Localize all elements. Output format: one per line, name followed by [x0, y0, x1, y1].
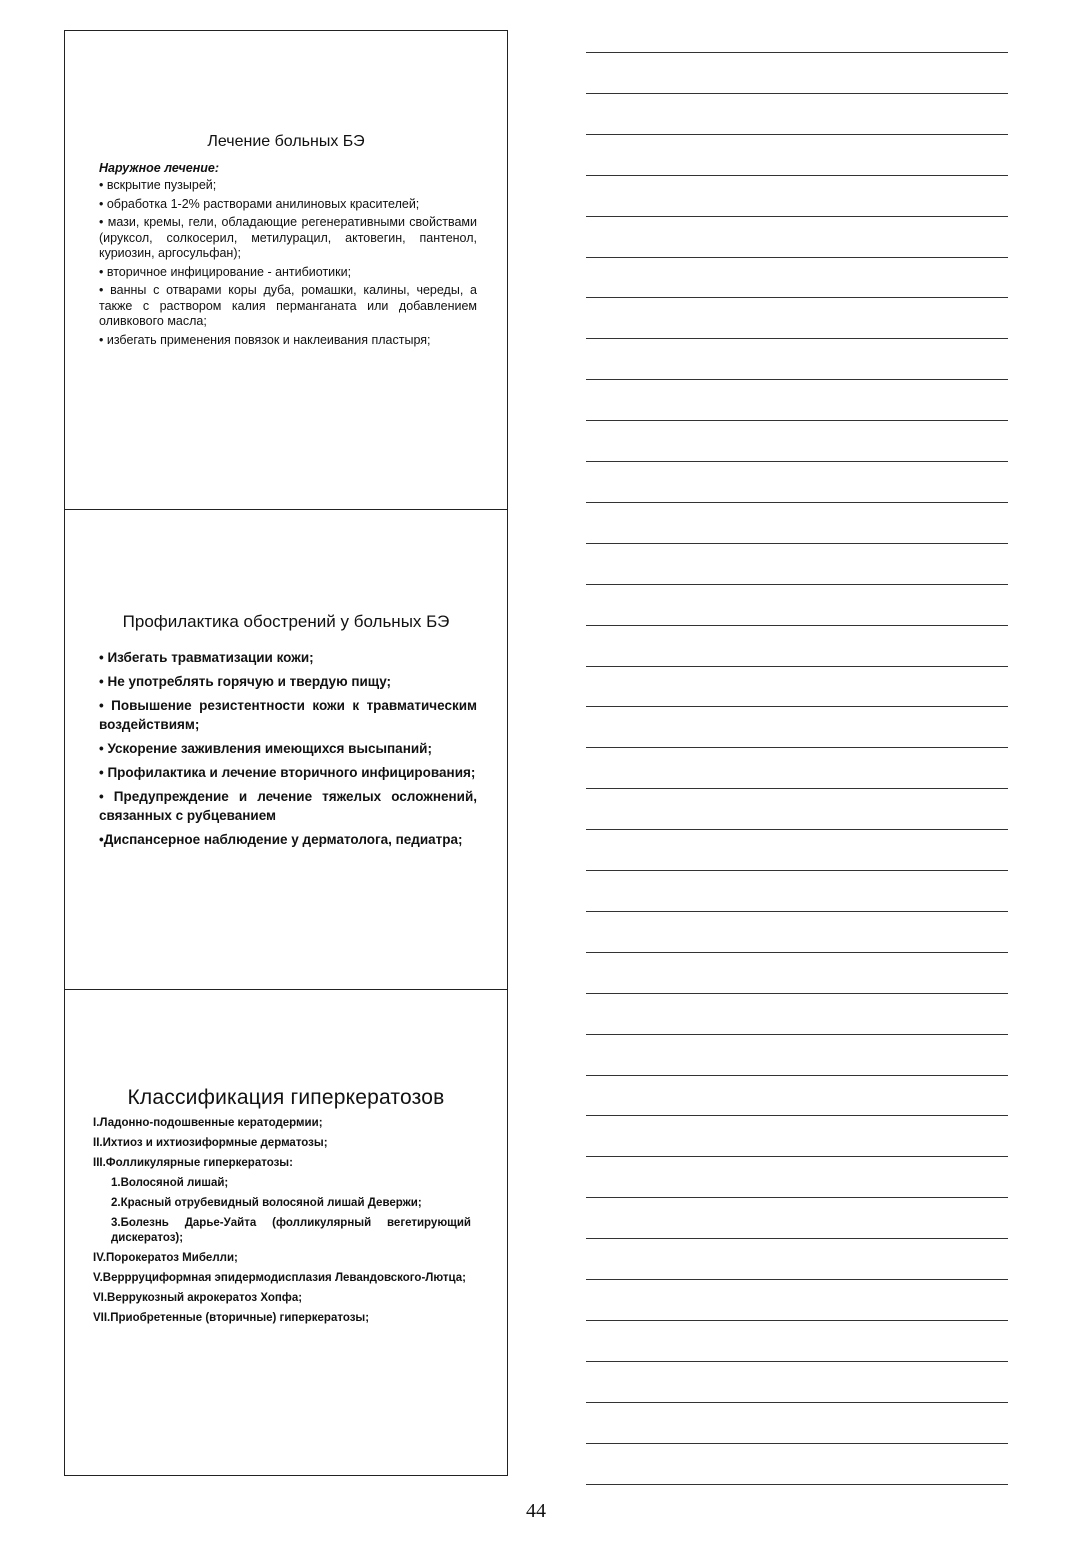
list-item: IV.Порокератоз Мибелли; [93, 1252, 238, 1264]
note-line [586, 338, 1008, 339]
slide-subhead: Наружное лечение: [99, 161, 220, 175]
note-line [586, 1320, 1008, 1321]
slide-prevention [65, 509, 507, 989]
list-item: • Предупреждение и лечение тяжелых осложнений, связанных с рубцеванием [99, 789, 477, 823]
note-line [586, 216, 1008, 217]
list-item: II.Ихтиоз и ихтиозиформные дерматозы; [93, 1137, 328, 1149]
list-item: • обработка 1-2% растворами анилиновых красителей; [99, 196, 420, 211]
list-item: I.Ладонно-подошвенные кератодермии; [93, 1117, 323, 1129]
note-line [586, 1075, 1008, 1076]
note-line [586, 911, 1008, 912]
note-line [586, 747, 1008, 748]
note-line [586, 1115, 1008, 1116]
slide-title: Лечение больных БЭ [207, 133, 365, 150]
notes-lines [586, 52, 1008, 1472]
note-line [586, 829, 1008, 830]
note-line [586, 1034, 1008, 1035]
list-item: •Диспансерное наблюдение у дерматолога, педиатра; [99, 832, 463, 847]
note-line [586, 1197, 1008, 1198]
note-line [586, 420, 1008, 421]
note-line [586, 1484, 1008, 1485]
list-item: • Профилактика и лечение вторичного инфицирования; [99, 765, 476, 780]
slide-title: Профилактика обострений у больных БЭ [122, 612, 450, 631]
list-item: • Ускорение заживления имеющихся высыпаний; [99, 741, 432, 756]
bullet-list [65, 178, 507, 348]
list-item: VII.Приобретенные (вторичные) гиперкератозы; [93, 1312, 370, 1324]
slide-treatment [65, 31, 507, 509]
note-line [586, 1279, 1008, 1280]
note-line [586, 1238, 1008, 1239]
note-line [586, 52, 1008, 53]
note-line [586, 1361, 1008, 1362]
note-line [586, 952, 1008, 953]
list-item: • Избегать травматизации кожи; [99, 650, 314, 665]
list-item: VI.Веррукозный акрокератоз Хопфа; [93, 1292, 303, 1304]
note-line [586, 1156, 1008, 1157]
slide-classification [65, 989, 507, 1477]
note-line [586, 666, 1008, 667]
note-line [586, 297, 1008, 298]
list-item: • вскрытие пузырей; [99, 178, 217, 192]
note-line [586, 93, 1008, 94]
note-line [586, 993, 1008, 994]
note-line [586, 543, 1008, 544]
note-line [586, 502, 1008, 503]
page-number: 44 [526, 1500, 546, 1522]
note-line [586, 175, 1008, 176]
note-line [586, 257, 1008, 258]
list-item: V.Веррруциформная эпидермодисплазия Левандовского-Лютца; [93, 1272, 466, 1284]
list-item: • Не употреблять горячую и твердую пищу; [99, 674, 392, 689]
slide-stack [64, 30, 508, 1476]
list-item: III.Фолликулярные гиперкератозы: [93, 1157, 293, 1169]
slide-title: Классификация гиперкератозов [127, 1086, 445, 1109]
list-item: • Повышение резистентности кожи к травматическим воздействиям; [99, 698, 477, 732]
note-line [586, 1443, 1008, 1444]
list-subitem: 1.Волосяной лишай; [111, 1177, 229, 1189]
bullet-list [65, 648, 507, 849]
classification-list [65, 1116, 507, 1326]
list-item: • избегать применения повязок и наклеивания пластыря; [99, 332, 431, 347]
note-line [586, 379, 1008, 380]
note-line [586, 788, 1008, 789]
note-line [586, 1402, 1008, 1403]
note-line [586, 584, 1008, 585]
note-line [586, 706, 1008, 707]
list-item: • вторичное инфицирование - антибиотики; [99, 264, 352, 279]
list-item: • мази, кремы, гели, обладающие регенеративными свойствами (ируксол, солкосерил, метилурацил, актовегин, пантенол, куриозин, аргосульфан); [99, 215, 477, 260]
note-line [586, 870, 1008, 871]
list-item: • ванны с отварами коры дуба, ромашки, калины, череды, а также с раствором калия перманганата или добавлением оливкового масла; [99, 283, 477, 328]
note-line [586, 461, 1008, 462]
note-line [586, 625, 1008, 626]
note-line [586, 134, 1008, 135]
list-subitem: 3.Болезнь Дарье-Уайта (фолликулярный вегетирующий дискератоз); [111, 1217, 471, 1244]
list-subitem: 2.Красный отрубевидный волосяной лишай Девержи; [111, 1197, 422, 1209]
